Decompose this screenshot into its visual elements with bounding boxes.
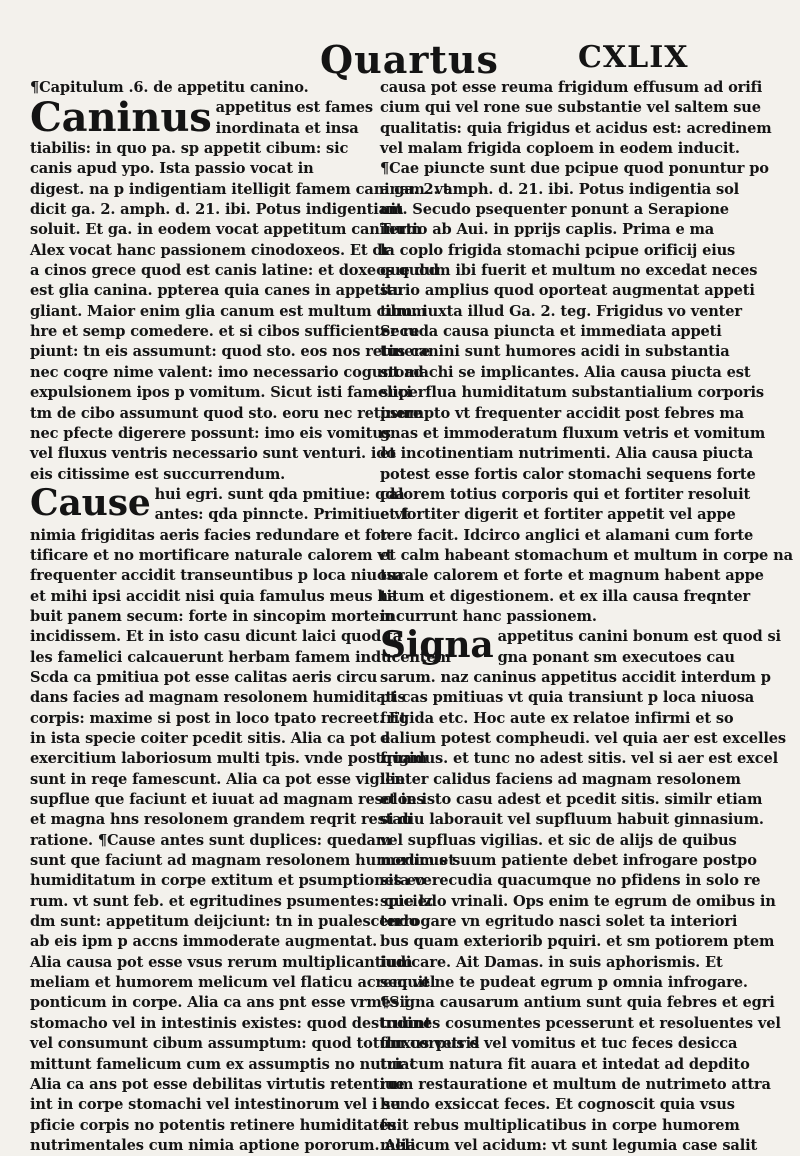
text-line: exercitium laboriosum multi tpis. vnde postquam [30,750,428,768]
text-line: fuit rebus multiplicatibus in corpe humorem [380,1116,740,1134]
text-line: dans facies ad magnam resolonem humiditatis [30,689,406,707]
text-line: si diu laborauit vel supfluum habuit ginnasium. [380,811,764,829]
text-line: dm sunt: appetitum deijciunt: tn in pualescendo [30,913,419,931]
text-line: Alia causa pot esse vsus rerum multiplicantium [30,953,413,971]
text-line: a cinos grece quod est canis latine: et doxeos quod [30,262,439,280]
text-line: Secuda causa piuncta et immediata appeti [380,323,722,341]
text-line: gliant. Maior enim glia canum est multum cibum [30,302,427,320]
text-line: bus quam exteriorib pquiri. et sm potiorem ptem [380,933,775,951]
text-line: expulsionem ipos p vomitum. Sicut isti famelici [30,384,412,402]
text-line: sario amplius quod oporteat augmentat appeti [380,282,755,300]
folio-number: CXLIX [578,40,689,75]
text-line: titum et digestionem. et ex illa causa freqnter [380,587,751,605]
text-line: sunt in reqe famescunt. Alia ca pot esse vigilie [30,770,405,788]
text-line: appetitus est fames [215,99,373,117]
text-line: piunt: tn eis assumunt: quod sto. eos nos retinere [30,343,431,361]
text-line: ab eis ipm p accns immoderate augmentat. [30,933,378,951]
text-line: terrogare vn egritudo nasci solet ta interiori [380,913,738,931]
text-line: incurrunt hanc passionem. [380,607,597,625]
text-line: turale calorem et forte et magnum habent appe [380,567,764,585]
text-line: appetitus canini bonum est quod si [497,628,781,646]
text-line: nec coqre nime valent: imo necessario cogunt ad [30,363,424,381]
text-line: que dum ibi fuerit et multum no excedat neces [380,262,758,280]
text-line: supflue que faciunt et iuuat ad magnam resoloes [30,791,425,809]
text-line: qualitatis: quia frigidus et acidus est: acredinem [380,119,772,137]
text-line: hendo exsiccat feces. Et cognoscit quia vsus [380,1096,735,1114]
text-line: ponticum in corpe. Alia ca ans pnt esse vrmes i [30,994,410,1012]
decorated-initial-caninus: Caninus [30,94,212,142]
text-line: psumpto vt frequenter accidit post febres ma [380,404,744,422]
text-line: calorem totius corporis qui et fortiter resoluit [380,485,751,503]
text-line: rum restauratione et multum de nutrimeto attra [380,1075,771,1093]
text-line: la coplo frigida stomachi pcipue orificij eius [380,241,736,259]
text-line: ¶Signa causarum antium sunt quia febres et egri [380,994,775,1012]
text-line: Scda ca pmitiua pot esse calitas aeris circu [30,668,378,686]
text-line: et mihi ipsi accidit nisi quia famulus meus ha [30,587,398,605]
text-line: corpis: maxime si post in loco tpato recreet. Et [30,709,407,727]
chapter-heading: ¶Capitulum .6. de appetitu canino. [30,79,309,96]
text-line: sarum. naz caninus appetitus accidit interdum p [380,668,771,686]
text-line: potest esse fortis calor stomachi sequens forte [380,465,756,483]
text-line: digest. na p indigentiam itelligit famem caninam. vt [30,180,450,198]
initial-lines-cause [154,485,410,526]
text-line: gnas et immoderatum fluxum vetris et vomitum [380,424,766,442]
text-line: vel malam frigida coploem in eodem inducit. [380,140,740,158]
decorated-initial-signa: Signa [380,624,494,667]
text-line: et in isto casu adest et pcedit sitis. similr etiam [380,791,763,809]
text-line: ratione. ¶Cause antes sunt duplices: quedam [30,831,392,849]
text-line: tere facit. Idcirco anglici et alamani cum forte [380,526,754,544]
text-line: meliam et humorem melicum vel flaticu acrem vel [30,974,436,992]
text-line: buit panem secum: forte in sincopim mortem [30,607,395,625]
text-line: iudicare. Ait Damas. in suis aphorismis. Et [380,953,723,971]
text-line: lenter calidus faciens ad magnam resolonem [380,770,741,788]
text-line: dalium potest compheudi. vel quia aer est excelles [380,730,786,747]
initial-block-signa [380,624,781,668]
text-line: tiabilis: in quo pa. sp appetit cibum: sic [30,140,349,158]
text-line: Alex vocat hanc passionem cinodoxeos. Et dr [30,241,390,259]
text-line: stomacho vel in intestinis existes: quod destruunt [30,1014,432,1032]
text-line: pt cas pmitiuas vt quia transiunt p loca niuosa [380,689,755,707]
running-head: Quartus [320,37,499,82]
text-line: tificare et no mortificare naturale calorem vt [30,546,393,564]
decorated-initial-cause: Cause [30,481,151,524]
initial-lines-caninus [215,98,373,139]
text-line: et fortiter digerit et fortiter appetit vel appe [380,506,736,524]
initial-lines-signa [497,627,781,668]
text-line: hre et semp comedere. et si cibos sufficienter re [30,323,420,341]
text-line: fluxus vetris vel vomitus et tuc feces desicca [380,1035,738,1053]
text-line: incidissem. Et in isto casu dicunt laici quod ta [30,628,402,646]
text-line: tm de cibo assumunt quod sto. eoru nec retinere [30,404,423,422]
text-line: sita verecudia quacumque no pfidens in solo re [380,872,761,890]
text-line: nec pfecte digerere possunt: imo eis vomitus [30,424,391,442]
text-line: Tertio ab Aui. in pprijs caplis. Prima e ma [380,221,715,239]
text-line: est glia canina. ppterea quia canes in appetitu [30,282,404,300]
text-line: tur cum natura fit auara et intedat ad depdito [380,1055,750,1073]
text-line: causa pot esse reuma frigidum effusum ad orifi [380,79,763,96]
right-column [380,78,793,1156]
initial-block-caninus [30,94,373,142]
text-line: vel consumunt cibum assumptum: quod totum corpus d [30,1035,480,1053]
text-line: vel fluxus ventris necessario sunt venturi. ido [30,445,396,463]
text-line: tus canini sunt humores acidi in substantia [380,343,730,361]
text-line: sequit ne te pudeat egrum p omnia infrogare. [380,974,748,992]
text-line: mittunt famelicum cum ex assumptis no nutriat [30,1055,416,1073]
text-line: cium qui vel rone sue substantie vel saltem sue [380,99,761,117]
text-line: antes: qda pinncte. Primitiue vt [154,506,410,524]
text-line: et magna hns resolonem grandem reqrit restau [30,811,413,829]
text-line: gna ponant sm executoes cau [497,648,735,666]
text-line: medicus suum patiente debet infrogare postpo [380,852,757,870]
text-line: a ga. 2. amph. d. 21. ibi. Potus indigentia sol [380,180,740,198]
text-line: pficie corpis no potentis retinere humiditates [30,1116,397,1134]
text-line: spiciedo vrinali. Ops enim te egrum de omibus in [380,892,776,910]
text-line: int in corpe stomachi vel intestinorum vel i su [30,1096,401,1114]
text-line: melicum vel acidum: vt sunt legumia case salit [380,1136,758,1154]
text-line: rum. vt sunt feb. et egritudines psumentes: que lz [30,892,433,910]
initial-block-cause [30,481,410,526]
text-line: tum. iuxta illud Ga. 2. teg. Frigidus vo venter [380,302,742,320]
text-line: et incotinentiam nutrimenti. Alia causa piucta [380,445,754,463]
text-line: humiditatum in corpe extitum et psumptiones eo [30,872,426,890]
text-line: hui egri. sunt qda pmitiue: qda [154,485,405,503]
text-line: nimia frigiditas aeris facies redundare et for [30,526,389,544]
text-line: Alia ca ans pot esse debilitas virtutis retentiue [30,1075,405,1093]
text-line: stomachi se implicantes. Alia causa piucta est [380,363,751,381]
text-line: dicit ga. 2. amph. d. 21. ibi. Potus indigentiam [30,201,404,219]
text-line: nutrimentales cum nimia aptione pororum. Alia [30,1136,416,1154]
text-line: les famelici calcauerunt herbam famem inducentem [30,648,451,666]
text-line: frequenter accidit transeuntibus p loca niuosa [30,567,404,585]
text-line: in ista specie coiter pcedit sitis. Alia ca pot e [30,730,391,747]
text-line: superflua humiditatum substantialium corporis [380,384,764,402]
text-line: eis citissime est succurrendum. [30,465,286,483]
text-line: ¶Cae piuncte sunt due pcipue quod ponuntur po [380,160,769,178]
text-line: tudines cosumentes pcesserunt et resoluentes vel [380,1014,781,1032]
text-line: canis apud ypo. Ista passio vocat in [30,160,314,178]
text-line: et calm habeant stomachum et multum in corpe na [380,546,793,564]
text-line: frigidus. et tunc no adest sitis. vel si aer est excel [380,750,778,768]
text-line: uit. Secudo psequenter ponunt a Serapione [380,201,729,219]
text-line: frigida etc. Hoc aute ex relatoe infirmi et so [380,709,734,727]
text-line: inordinata et insa [215,119,359,137]
text-line: soluit. Et ga. in eodem vocat appetitum caninum [30,221,422,239]
text-line: vel supfluas vigilias. et sic de alijs de quibus [380,831,737,849]
text-line: sunt que faciunt ad magnam resolonem humorum et [30,852,455,870]
